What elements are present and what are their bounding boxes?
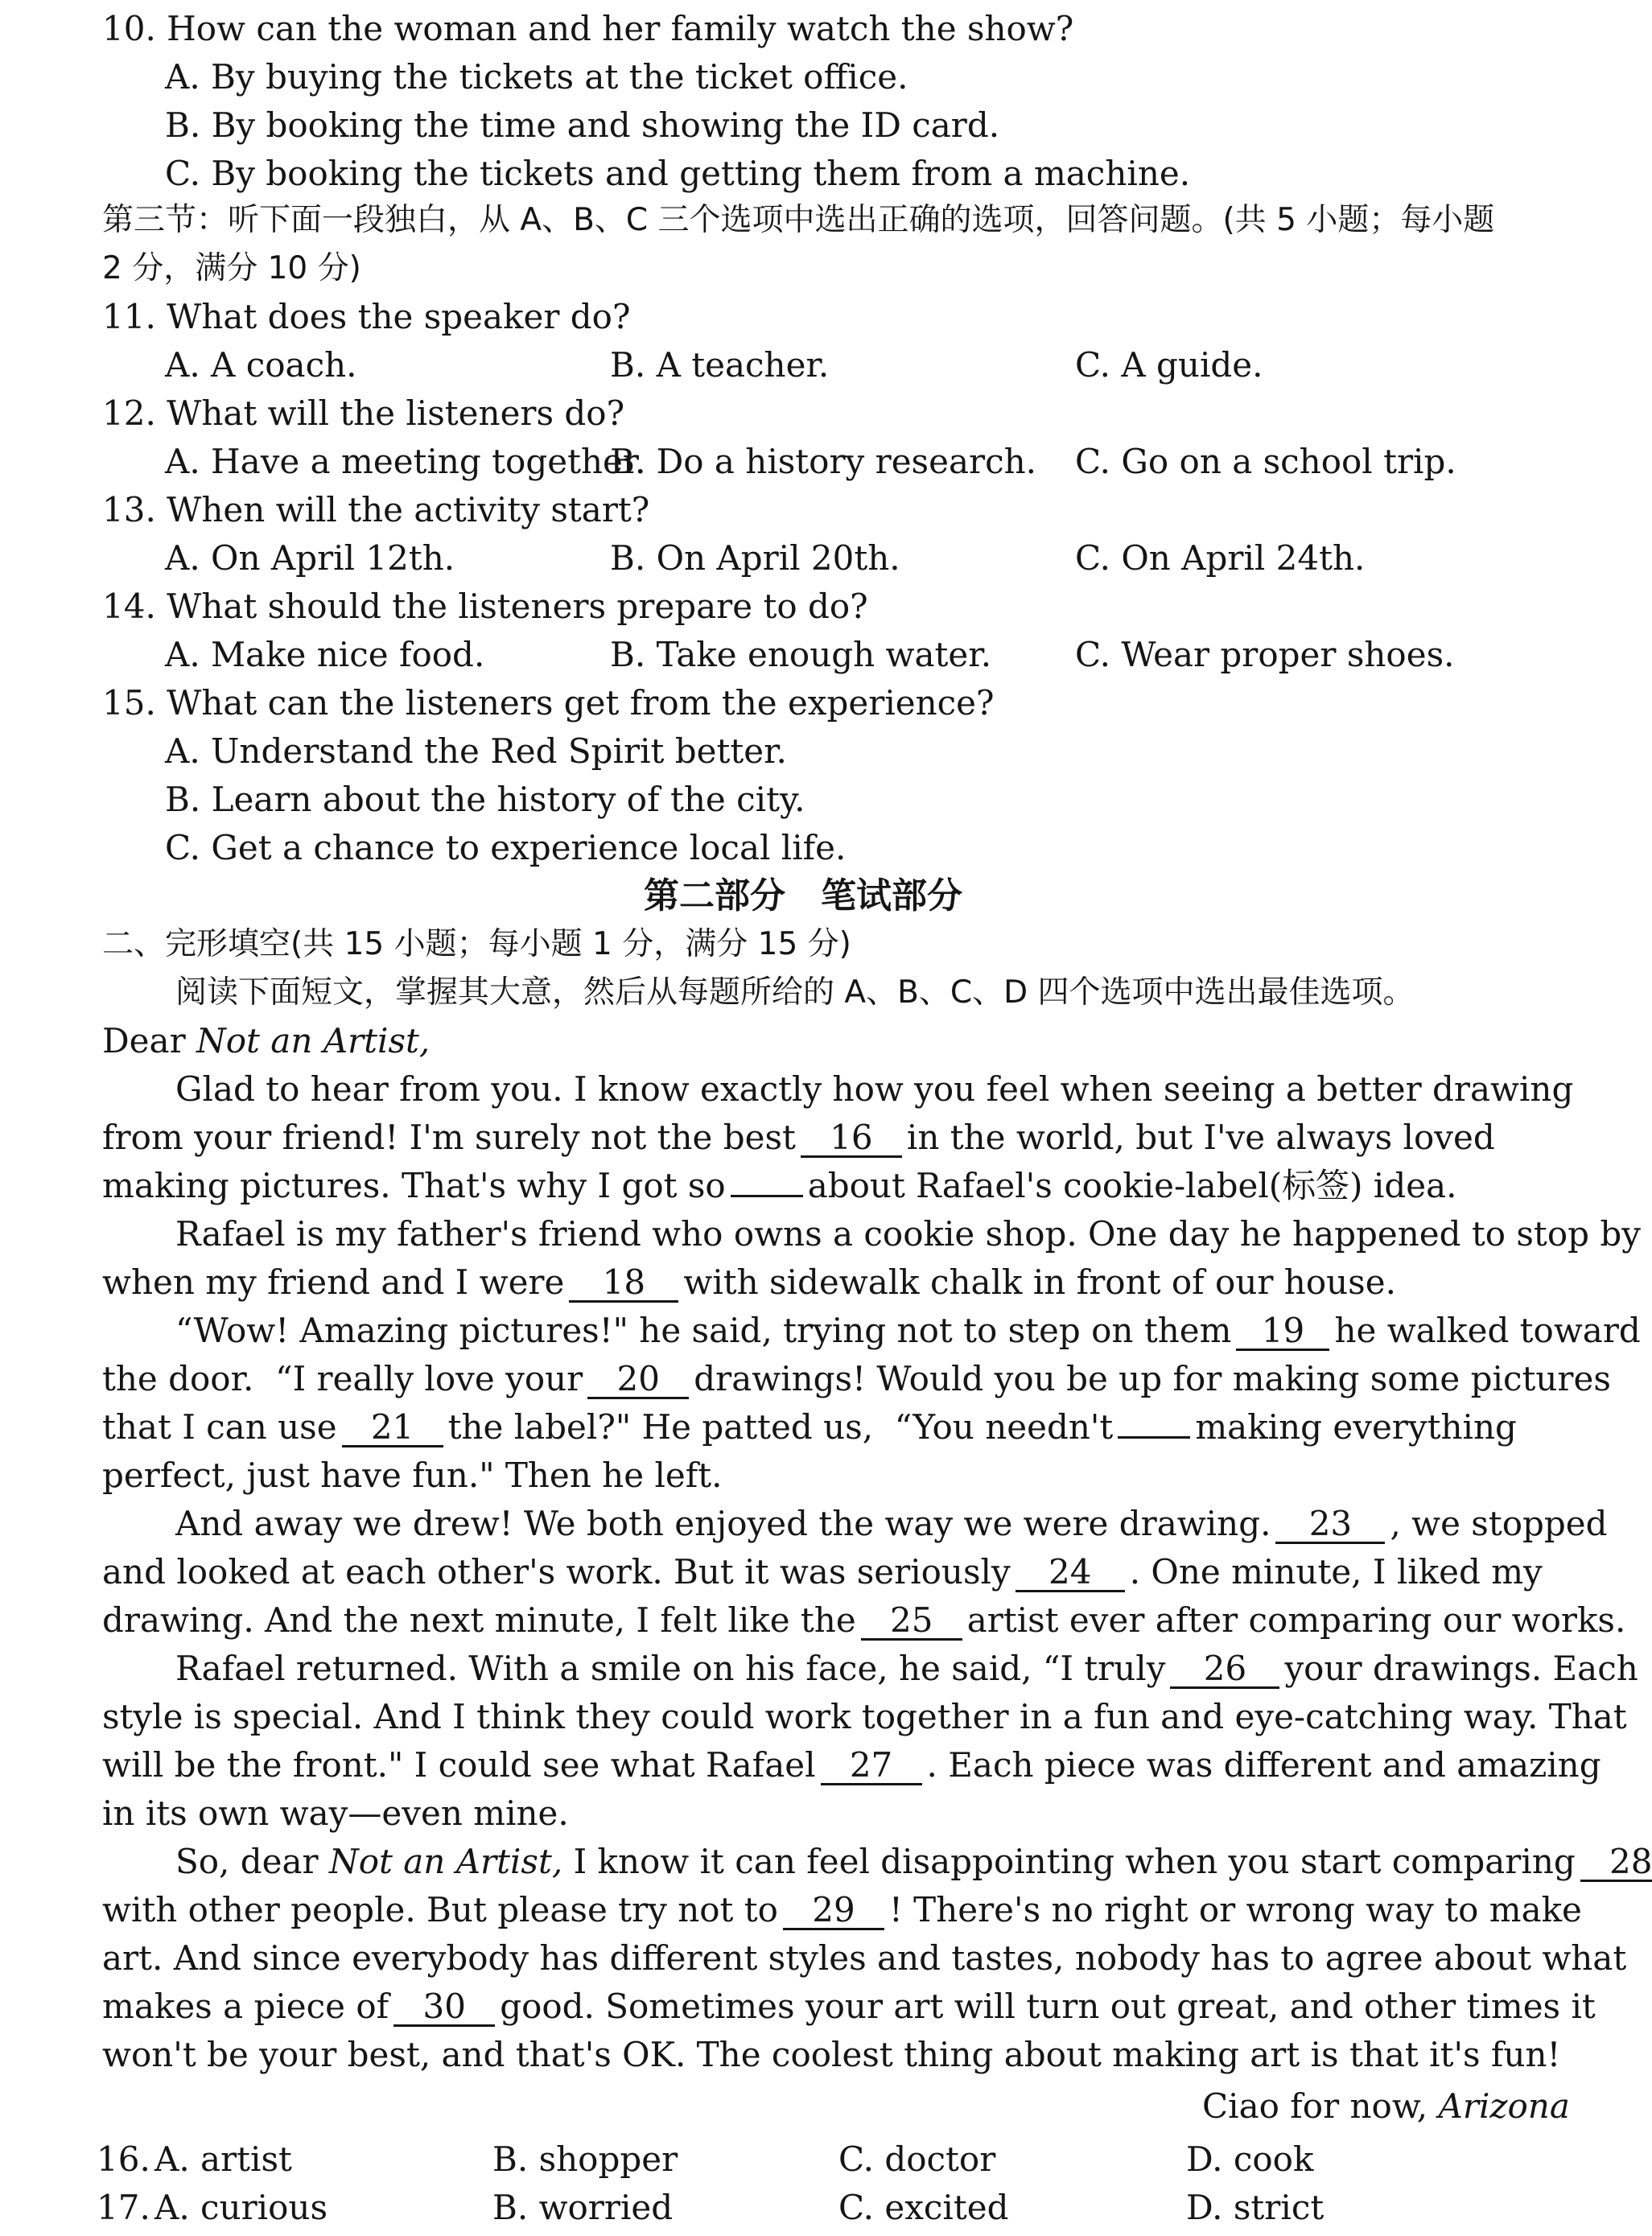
paragraph-3-line-2: the door. “I really love your 20 drawings! Would you be up for making some pictures — [102, 1359, 1611, 1398]
blank-22 — [1118, 1436, 1190, 1439]
blank-19: 19 — [1236, 1313, 1329, 1351]
question-17-option-a: A. curious — [154, 2188, 328, 2227]
question-13-option-c: C. On April 24th. — [1075, 538, 1366, 578]
question-11-stem: 11. What does the speaker do? — [102, 297, 631, 336]
question-16-option-d: D. cook — [1186, 2139, 1314, 2179]
question-11-option-a: A. A coach. — [165, 345, 357, 385]
blank-16: 16 — [801, 1120, 902, 1158]
paragraph-4-line-1: And away we drew! We both enjoyed the way we were drawing. 23 , we stopped — [175, 1504, 1608, 1543]
blank-29: 29 — [783, 1892, 884, 1930]
paragraph-4-line-3: drawing. And the next minute, I felt like the 25 artist ever after comparing our works. — [102, 1600, 1626, 1640]
question-10-option-b: B. By booking the time and showing the ID card. — [165, 105, 1000, 145]
question-12-option-a: A. Have a meeting together. — [165, 442, 646, 481]
blank-28: 28 — [1580, 1844, 1652, 1882]
section-3-instructions: 第三节：听下面一段独白，从 A、B、C 三个选项中选出正确的选项，回答问题。(共 5 小题；每小题 — [102, 202, 1495, 238]
paragraph-5-line-1: Rafael returned. With a smile on his face, he said, “I truly 26 your drawings. Each — [175, 1649, 1638, 1688]
question-17-option-c: C. excited — [838, 2188, 1009, 2227]
section-3-instructions-cont: 2 分，满分 10 分) — [102, 250, 361, 286]
cloze-instructions: 阅读下面短文，掌握其大意，然后从每题所给的 A、B、C、D 四个选项中选出最佳选项。 — [175, 974, 1415, 1011]
question-14-option-b: B. Take enough water. — [610, 635, 992, 674]
recipient-name: Not an Artist, — [196, 1021, 431, 1060]
question-13-option-a: A. On April 12th. — [165, 538, 455, 578]
question-16-option-b: B. shopper — [492, 2139, 678, 2179]
paragraph-3-line-1: “Wow! Amazing pictures!" he said, trying not to step on them 19 he walked toward — [175, 1311, 1641, 1350]
question-12-option-c: C. Go on a school trip. — [1075, 442, 1456, 481]
question-17-option-d: D. strict — [1186, 2188, 1324, 2227]
question-10-option-a: A. By buying the tickets at the ticket office. — [165, 57, 908, 97]
question-16-option-c: C. doctor — [838, 2139, 996, 2179]
paragraph-1-line-1: Glad to hear from you. I know exactly how you feel when seeing a better drawing — [175, 1069, 1574, 1109]
question-15-option-b: B. Learn about the history of the city. — [165, 780, 805, 819]
paragraph-2-line-2: when my friend and I were 18 with sidewalk chalk in front of our house. — [102, 1262, 1396, 1302]
question-15-option-a: A. Understand the Red Spirit better. — [165, 731, 787, 771]
blank-27: 27 — [821, 1748, 922, 1785]
paragraph-6-line-2: with other people. But please try not to 29 ! There's no right or wrong way to make — [102, 1890, 1582, 1929]
question-15-stem: 15. What can the listeners get from the experience? — [102, 683, 995, 723]
blank-20: 20 — [587, 1361, 689, 1399]
question-17-number: 17. — [97, 2188, 150, 2227]
paragraph-5-line-2: style is special. And I think they could work together in a fun and eye-catching way. That — [102, 1697, 1627, 1736]
paragraph-5-line-4: in its own way—even mine. — [102, 1793, 569, 1833]
blank-24: 24 — [1016, 1554, 1125, 1592]
letter-greeting: Dear Not an Artist, — [102, 1021, 431, 1060]
question-11-option-c: C. A guide. — [1075, 345, 1263, 385]
question-14-option-a: A. Make nice food. — [165, 635, 485, 674]
question-11-option-b: B. A teacher. — [610, 345, 830, 385]
question-17-option-b: B. worried — [492, 2188, 674, 2227]
paragraph-1-line-3: making pictures. That's why I got so about Rafael's cookie-label(标签) idea. — [102, 1166, 1457, 1205]
blank-25: 25 — [861, 1603, 962, 1641]
question-12-stem: 12. What will the listeners do? — [102, 393, 625, 433]
signer-name: Arizona — [1438, 2086, 1570, 2126]
paragraph-3-line-3: that I can use 21 the label?" He patted us, “You needn't making everything — [102, 1407, 1517, 1447]
question-10-stem: 10. How can the woman and her family watch the show? — [102, 9, 1074, 48]
question-15-option-c: C. Get a chance to experience local life. — [165, 828, 847, 867]
paragraph-5-line-3: will be the front." I could see what Rafael 27 . Each piece was different and amazing — [102, 1745, 1601, 1785]
blank-26: 26 — [1170, 1651, 1279, 1689]
paragraph-2-line-1: Rafael is my father's friend who owns a cookie shop. One day he happened to stop by — [175, 1214, 1641, 1254]
question-10-option-c: C. By booking the tickets and getting them from a machine. — [165, 154, 1191, 193]
blank-30: 30 — [393, 1989, 495, 2027]
question-12-option-b: B. Do a history research. — [610, 442, 1037, 481]
blank-18: 18 — [569, 1265, 678, 1303]
question-14-option-c: C. Wear proper shoes. — [1075, 635, 1455, 674]
question-13-stem: 13. When will the activity start? — [102, 490, 650, 529]
question-16-number: 16. — [97, 2139, 150, 2179]
question-16-option-a: A. artist — [154, 2139, 292, 2179]
recipient-name-inline: Not an Artist, — [328, 1842, 563, 1881]
paragraph-6-line-4: makes a piece of 30 good. Sometimes your art will turn out great, and other times it — [102, 1987, 1596, 2026]
paragraph-6-line-3: art. And since everybody has different styles and tastes, nobody has to agree about what — [102, 1938, 1627, 1978]
blank-21: 21 — [342, 1410, 443, 1447]
paragraph-6-line-5: won't be your best, and that's OK. The coolest thing about making art is that it's fun! — [102, 2035, 1561, 2074]
paragraph-4-line-2: and looked at each other's work. But it was seriously 24 . One minute, I liked my — [102, 1552, 1543, 1592]
paragraph-6-line-1: So, dear Not an Artist, I know it can feel disappointing when you start comparing 28 — [175, 1839, 1652, 1884]
paragraph-3-line-4: perfect, just have fun." Then he left. — [102, 1456, 723, 1495]
blank-23: 23 — [1275, 1506, 1385, 1544]
question-14-stem: 14. What should the listeners prepare to do? — [102, 587, 868, 626]
question-13-option-b: B. On April 20th. — [610, 538, 900, 578]
part-2-title: 第二部分 笔试部分 — [644, 875, 962, 916]
blank-17 — [731, 1195, 803, 1197]
cloze-section-header: 二、完形填空(共 15 小题；每小题 1 分，满分 15 分) — [102, 926, 851, 962]
paragraph-1-line-2: from your friend! I'm surely not the best 16 in the world, but I've always loved — [102, 1118, 1495, 1157]
letter-signature: Ciao for now, Arizona — [1202, 2086, 1570, 2126]
